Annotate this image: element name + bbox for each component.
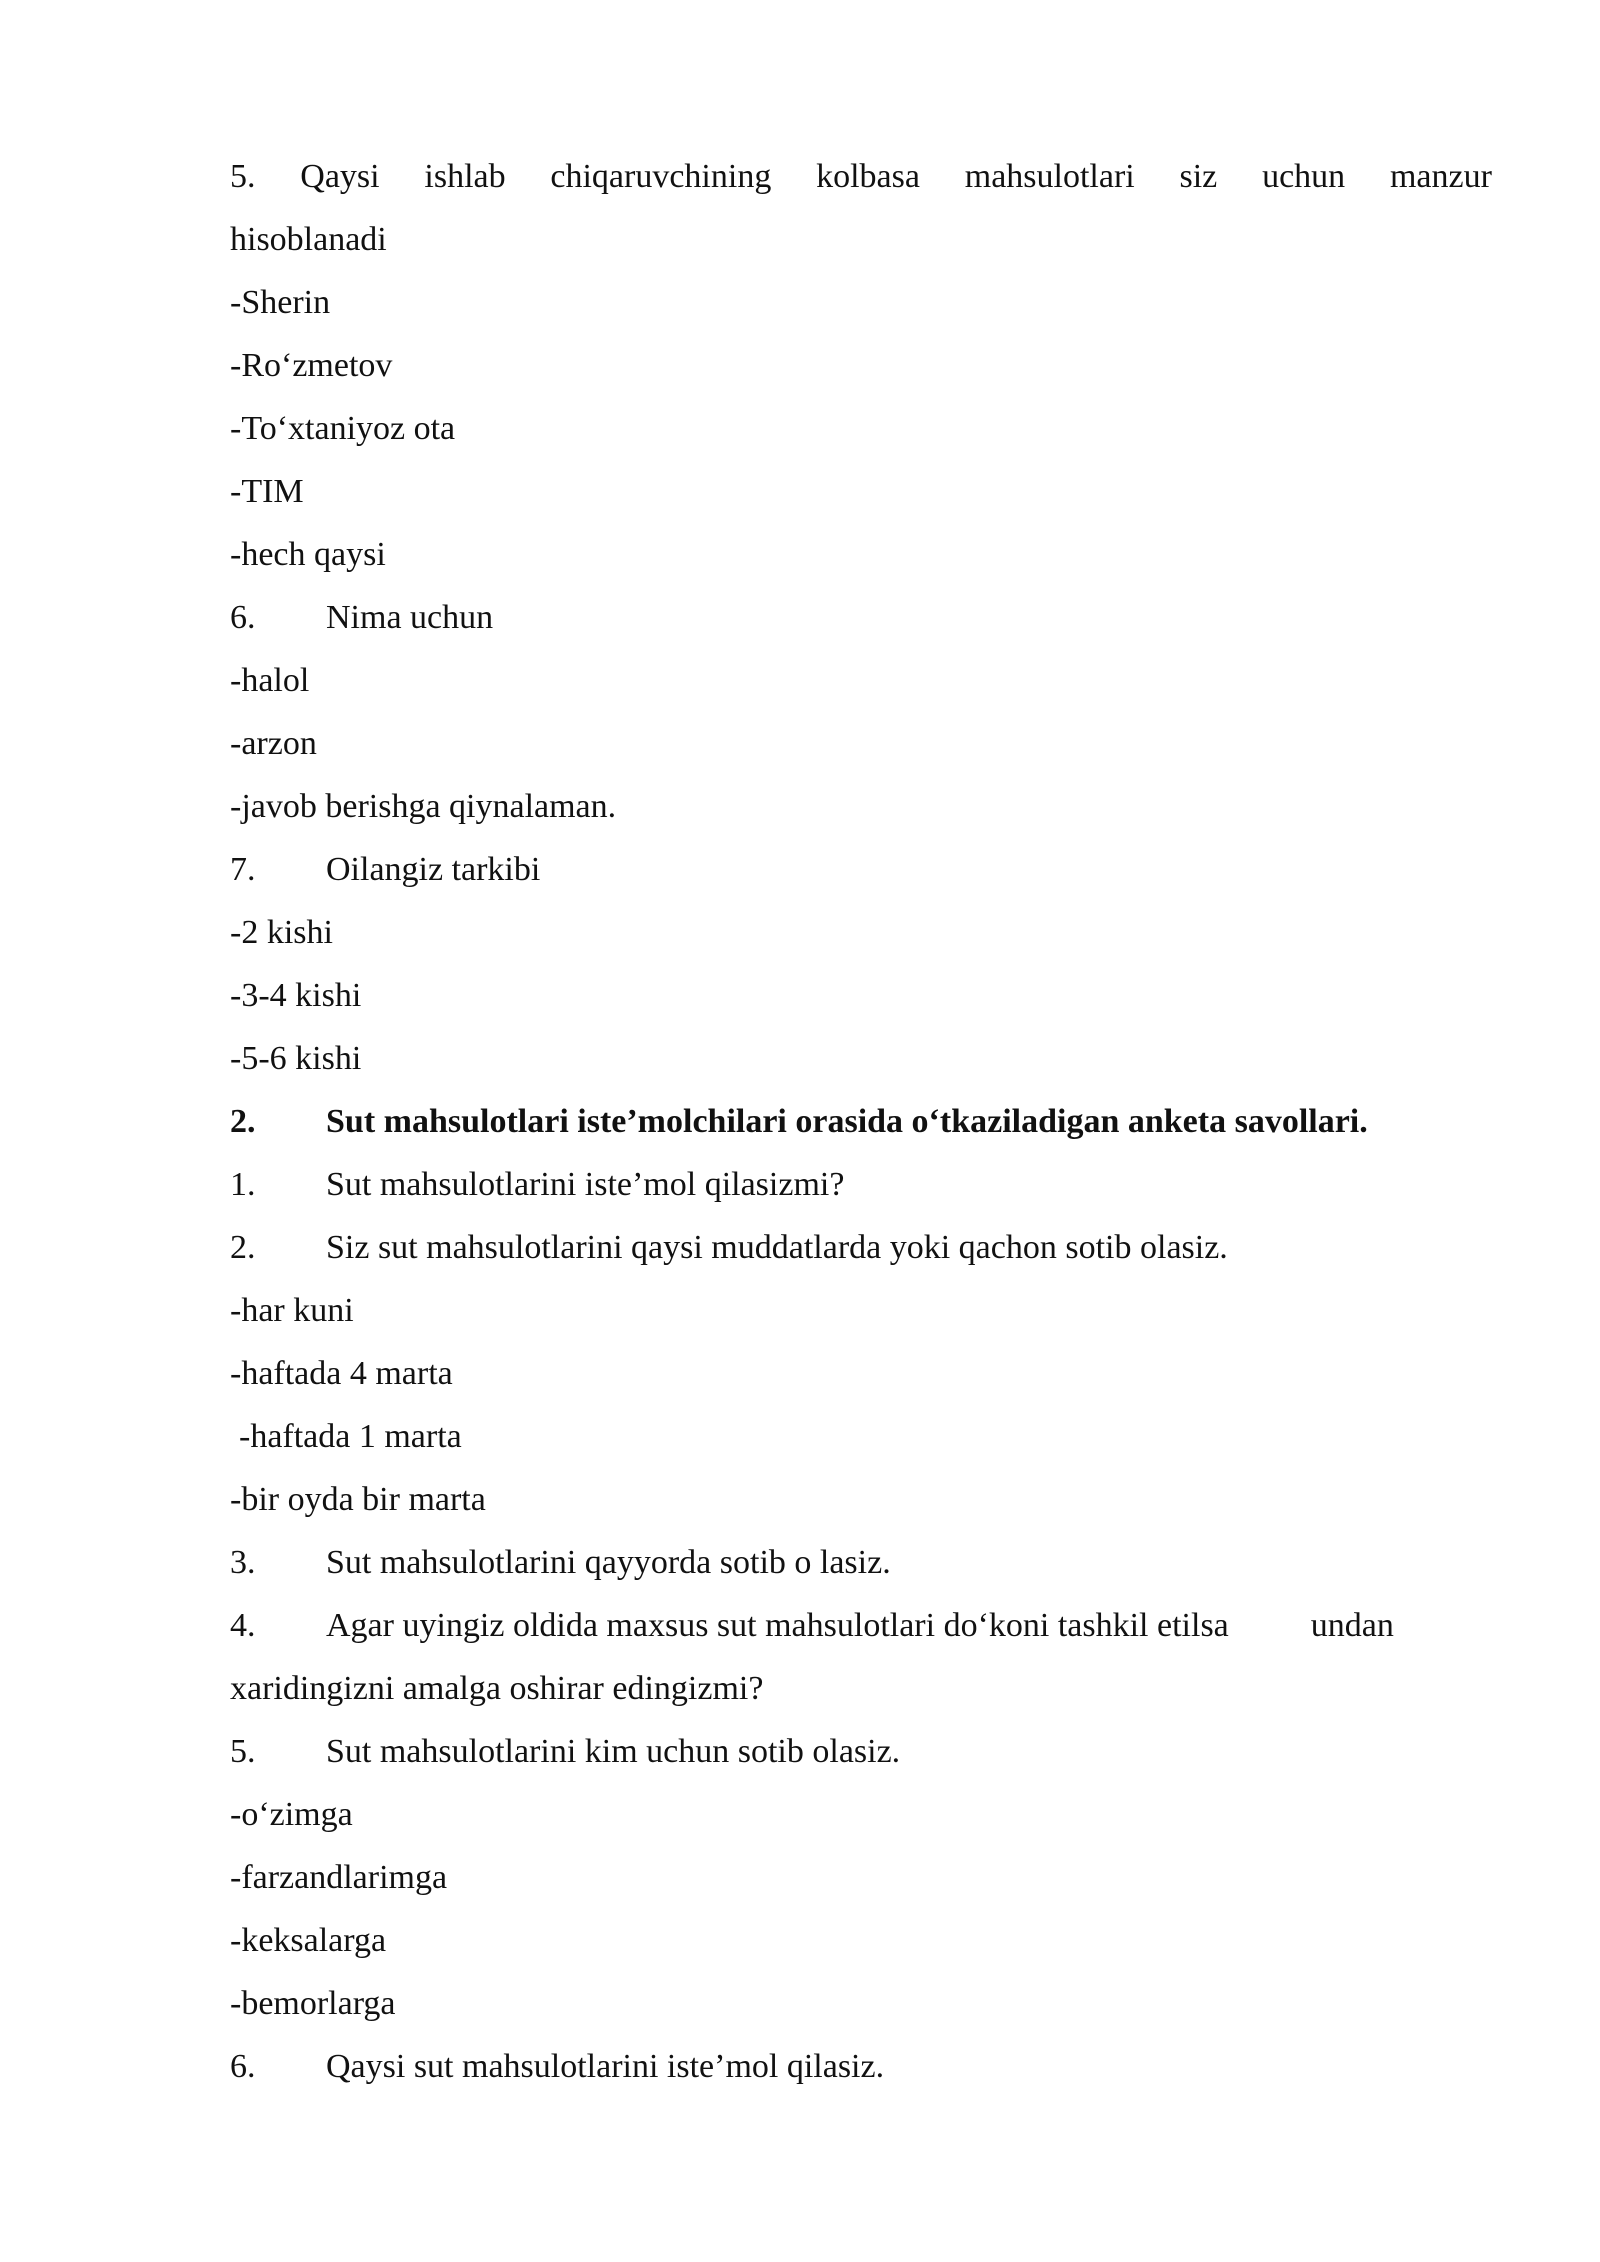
question-number: 6. [230,2048,256,2085]
question-text: Sut mahsulotlarini iste’mol qilasizmi? [326,1166,845,1203]
answer-option: -farzandlarimga [230,1859,448,1896]
question-6-line [230,586,1492,649]
question-continuation: xaridingizni amalga oshirar edingizmi? [230,1670,764,1707]
answer-option: -5-6 kishi [230,1040,362,1077]
question-number: 2. [230,1229,256,1266]
s2-question-3-line [230,1531,1492,1594]
question-number: 6. [230,599,256,636]
question-word: kolbasa [816,158,920,195]
question-text-tail: undan [1310,1607,1394,1644]
question-text: Sut mahsulotlarini qayyorda sotib o lasiz. [326,1544,891,1581]
answer-option: -To‘xtaniyoz ota [230,410,456,447]
question-7-line [230,838,1492,901]
question-word: Qaysi [300,158,380,195]
question-word: ishlab [424,158,506,195]
answer-option: -har kuni [230,1292,354,1329]
question-number: 4. [230,1607,256,1644]
section-number: 2. [230,1103,256,1140]
question-number: 7. [230,851,256,888]
question-word: mahsulotlari [964,158,1135,195]
answer-option: -bir oyda bir marta [230,1481,486,1518]
answer-option: -bemorlarga [230,1985,396,2022]
answer-option: -2 kishi [230,914,333,951]
question-word: siz [1179,158,1218,195]
question-text: Qaysi sut mahsulotlarini iste’mol qilasiz. [326,2048,885,2085]
question-number: 5. [230,158,256,195]
answer-option: -halol [230,662,310,699]
question-text: Oilangiz tarkibi [326,851,541,888]
document-page [230,145,1492,2098]
question-text: Agar uyingiz oldida maxsus sut mahsulotlari do‘koni tashkil etilsa [326,1607,1229,1644]
answer-option: -javob berishga qiynalaman. [230,788,617,825]
answer-option: -Ro‘zmetov [230,347,393,384]
section-heading [230,1090,1492,1153]
question-text: Nima uchun [326,599,494,636]
question-number: 3. [230,1544,256,1581]
section-title: Sut mahsulotlari iste’molchilari orasida o‘tkaziladigan anketa savollari. [326,1103,1368,1140]
question-number: 5. [230,1733,256,1770]
answer-option: -keksalarga [230,1922,387,1959]
question-5-line [230,145,1492,208]
question-text: Siz sut mahsulotlarini qaysi muddatlarda yoki qachon sotib olasiz. [326,1229,1228,1266]
answer-option: -TIM [230,473,304,510]
answer-option: -haftada 4 marta [230,1355,453,1392]
question-word: uchun [1262,158,1346,195]
s2-question-4-line [230,1594,1492,1657]
answer-option: -3-4 kishi [230,977,362,1014]
s2-question-5-line [230,1720,1492,1783]
question-number: 1. [230,1166,256,1203]
answer-option: -o‘zimga [230,1796,353,1833]
s2-question-2-line [230,1216,1492,1279]
answer-option: -hech qaysi [230,536,386,573]
s2-question-6-line [230,2035,1492,2098]
question-continuation: hisoblanadi [230,221,387,258]
answer-option: -haftada 1 marta [239,1418,462,1455]
question-word: manzur [1389,158,1492,195]
question-text: Sut mahsulotlarini kim uchun sotib olasiz. [326,1733,901,1770]
answer-option: -arzon [230,725,317,762]
s2-question-1-line [230,1153,1492,1216]
answer-option: -Sherin [230,284,331,321]
question-word: chiqaruvchining [550,158,772,195]
